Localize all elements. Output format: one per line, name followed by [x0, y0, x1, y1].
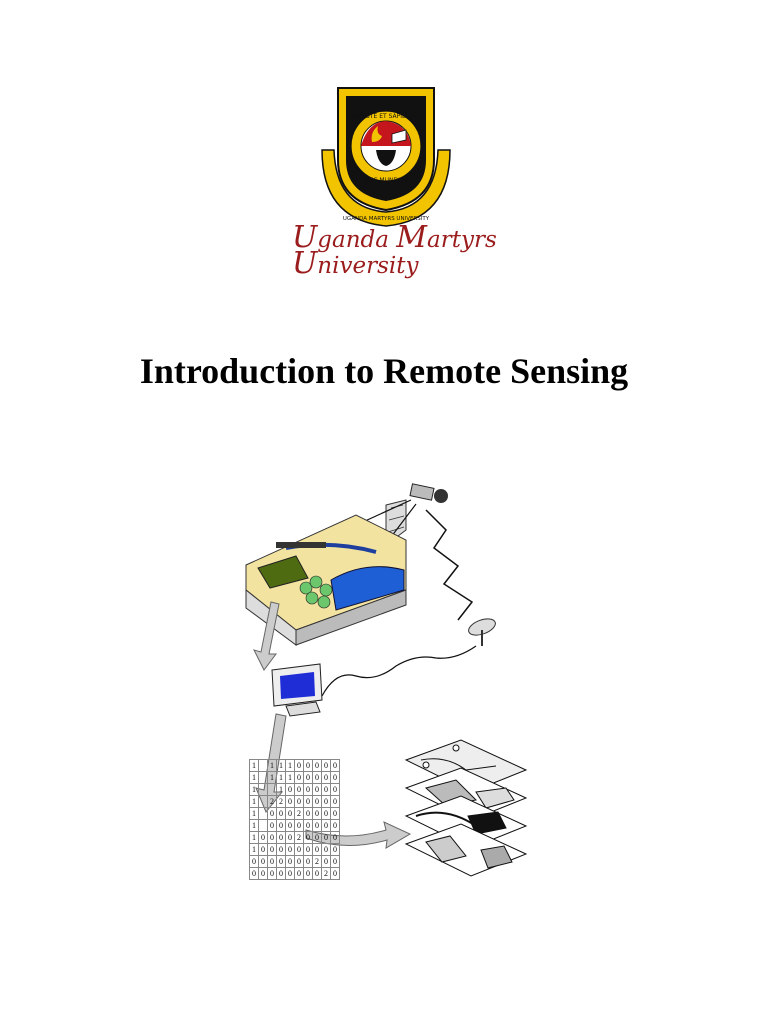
grid-cell: 0 [331, 760, 340, 772]
grid-row [250, 868, 340, 880]
grid-row [250, 796, 340, 808]
grid-cell: 0 [268, 868, 277, 880]
satellite-dish-icon [466, 616, 497, 646]
crest-motto-inner: DUC MUNDUM [364, 177, 408, 184]
grid-cell: 0 [304, 844, 313, 856]
grid-cell: 0 [286, 808, 295, 820]
grid-cell: 2 [322, 868, 331, 880]
gis-layers-stack [406, 740, 526, 876]
grid-cell: 0 [322, 844, 331, 856]
grid-cell: 0 [331, 772, 340, 784]
grid-cell: 1 [277, 772, 286, 784]
grid-cell: 2 [268, 796, 277, 808]
grid-row [250, 808, 340, 820]
grid-cell: 0 [259, 856, 268, 868]
grid-cell: 2 [277, 796, 286, 808]
grid-row [250, 760, 340, 772]
grid-cell: 1 [268, 772, 277, 784]
grid-cell: 0 [331, 868, 340, 880]
grid-cell: 0 [322, 796, 331, 808]
grid-cell: 0 [268, 832, 277, 844]
grid-cell: 0 [277, 868, 286, 880]
grid-cell: 0 [259, 832, 268, 844]
grid-cell: 0 [277, 808, 286, 820]
grid-cell: 0 [268, 808, 277, 820]
grid-cell: 0 [295, 868, 304, 880]
wordmark-cap: U [292, 246, 318, 281]
grid-row [250, 772, 340, 784]
wordmark-text: niversity [317, 253, 419, 279]
grid-row [250, 820, 340, 832]
grid-cell: 0 [268, 856, 277, 868]
grid-cell: 1 [250, 808, 259, 820]
grid-cell: 0 [304, 760, 313, 772]
computer-monitor-icon [272, 664, 322, 716]
grid-cell: 0 [295, 760, 304, 772]
university-crest-logo [316, 80, 456, 230]
grid-cell: 0 [304, 856, 313, 868]
grid-cell: 0 [322, 820, 331, 832]
grid-cell: 0 [295, 820, 304, 832]
grid-cell: 0 [304, 796, 313, 808]
grid-cell: 0 [313, 820, 322, 832]
crest-motto-top: VIRTUTE ET SAPIENTIA [352, 113, 420, 120]
grid-cell: 1 [250, 832, 259, 844]
grid-cell: 0 [286, 856, 295, 868]
grid-cell: 1 [268, 760, 277, 772]
grid-cell: 0 [286, 784, 295, 796]
grid-cell: 0 [286, 832, 295, 844]
grid-cell: 0 [304, 832, 313, 844]
wordmark-text: artyrs [427, 227, 497, 253]
grid-cell [268, 784, 277, 796]
grid-cell: 0 [286, 844, 295, 856]
grid-cell: 2 [295, 832, 304, 844]
grid-cell: 1 [250, 760, 259, 772]
grid-cell: 0 [313, 760, 322, 772]
grid-cell: 0 [295, 844, 304, 856]
grid-cell: 2 [313, 856, 322, 868]
grid-cell: 0 [295, 772, 304, 784]
wordmark-line-2 [280, 246, 500, 281]
grid-cell: 0 [286, 796, 295, 808]
grid-cell: 0 [322, 832, 331, 844]
university-wordmark [280, 220, 500, 281]
document-title: Introduction to Remote Sensing [139, 351, 629, 391]
grid-cell [259, 784, 268, 796]
grid-cell: 0 [322, 856, 331, 868]
grid-cell: 0 [322, 772, 331, 784]
grid-cell: 0 [277, 832, 286, 844]
grid-cell: 0 [313, 808, 322, 820]
grid-cell: 0 [313, 784, 322, 796]
grid-cell: 0 [304, 784, 313, 796]
grid-cell [259, 760, 268, 772]
grid-cell: 0 [313, 832, 322, 844]
grid-cell: 0 [304, 868, 313, 880]
grid-cell: 0 [286, 868, 295, 880]
raster-grid-table [249, 759, 340, 880]
grid-cell: 0 [313, 868, 322, 880]
grid-cell [259, 808, 268, 820]
crest-band-text: UGANDA MARTYRS UNIVERSITY [342, 216, 430, 222]
grid-cell: 0 [277, 844, 286, 856]
grid-cell: 0 [313, 796, 322, 808]
grid-cell: 0 [286, 820, 295, 832]
grid-cell: 0 [313, 844, 322, 856]
grid-row [250, 856, 340, 868]
grid-cell: 1 [286, 772, 295, 784]
grid-row [250, 784, 340, 796]
grid-cell: 2 [295, 808, 304, 820]
grid-cell: 0 [322, 760, 331, 772]
grid-cell: 0 [268, 820, 277, 832]
grid-cell: 1 [250, 844, 259, 856]
grid-cell: 1 [250, 772, 259, 784]
grid-cell: 0 [259, 868, 268, 880]
grid-cell: 1 [286, 760, 295, 772]
grid-row [250, 844, 340, 856]
grid-row [250, 832, 340, 844]
grid-cell: 0 [277, 856, 286, 868]
grid-cell: 0 [304, 808, 313, 820]
grid-cell: 0 [322, 784, 331, 796]
grid-cell: 0 [277, 820, 286, 832]
grid-cell: 0 [331, 820, 340, 832]
grid-cell: 0 [331, 832, 340, 844]
grid-cell: 0 [295, 856, 304, 868]
grid-cell: 0 [331, 784, 340, 796]
grid-cell: 0 [331, 808, 340, 820]
grid-cell: 0 [295, 796, 304, 808]
grid-cell: 0 [295, 784, 304, 796]
grid-cell [259, 820, 268, 832]
grid-cell: 1 [277, 760, 286, 772]
grid-cell: 0 [250, 856, 259, 868]
grid-cell: 1 [277, 784, 286, 796]
grid-cell: 0 [322, 808, 331, 820]
grid-cell: 0 [304, 820, 313, 832]
grid-cell: 0 [268, 844, 277, 856]
grid-cell: 0 [304, 772, 313, 784]
grid-cell [259, 772, 268, 784]
grid-cell: 0 [250, 868, 259, 880]
grid-cell: 0 [331, 856, 340, 868]
grid-cell: 1 [250, 820, 259, 832]
grid-cell: 1 [250, 784, 259, 796]
grid-cell: 0 [313, 772, 322, 784]
grid-cell: 0 [259, 844, 268, 856]
grid-cell: 0 [331, 844, 340, 856]
grid-cell [259, 796, 268, 808]
grid-cell: 1 [250, 796, 259, 808]
wordmark-cap: M [396, 220, 428, 255]
wordmark-cap: U [292, 220, 318, 255]
wordmark-text: ganda [317, 227, 397, 253]
grid-cell: 0 [331, 796, 340, 808]
